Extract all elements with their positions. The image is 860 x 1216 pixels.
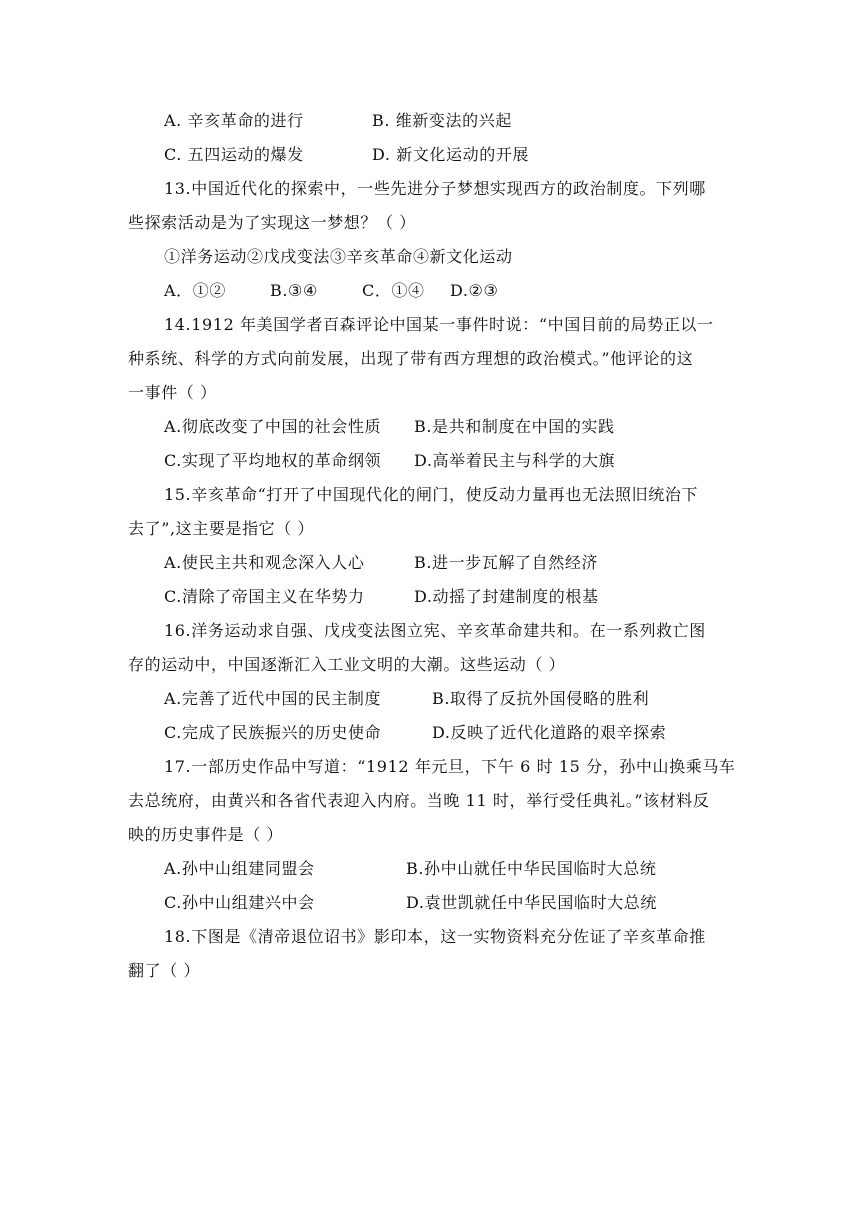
- q12-option-a: A. 辛亥革命的进行: [164, 111, 304, 130]
- q13-option-a: A．①②: [164, 281, 226, 300]
- q12-option-c: C. 五四运动的爆发: [164, 145, 304, 164]
- q18-stem-line-2: 翻了（ ）: [128, 961, 201, 980]
- q17-option-c: C.孙中山组建兴中会: [164, 893, 315, 912]
- q16-option-c: C.完成了民族振兴的历史使命: [164, 723, 382, 742]
- q12-option-d: D. 新文化运动的开展: [372, 145, 530, 164]
- q13-option-d: D.②③: [450, 281, 499, 300]
- q14-stem-line-3: 一事件（ ）: [128, 383, 217, 402]
- q16-option-d: D.反映了近代化道路的艰辛探索: [432, 723, 667, 742]
- q16-stem-line-2: 存的运动中，中国逐渐汇入工业文明的大潮。这些运动（ ）: [128, 655, 566, 674]
- q13-stem-line-1: 13.中国近代化的探索中，一些先进分子梦想实现西方的政治制度。下列哪: [164, 179, 706, 198]
- q17-stem-line-3: 映的历史事件是（ ）: [128, 825, 284, 844]
- q16-option-a: A.完善了近代中国的民主制度: [164, 689, 382, 708]
- q14-option-b: B.是共和制度在中国的实践: [414, 417, 615, 436]
- q17-stem-line-2: 去总统府，由黄兴和各省代表迎入内府。当晚 11 时，举行受任典礼。”该材料反: [128, 791, 710, 810]
- q17-option-b: B.孙中山就任中华民国临时大总统: [406, 859, 657, 878]
- q16-option-b: B.取得了反抗外国侵略的胜利: [432, 689, 650, 708]
- q17-stem-line-1: 17.一部历史作品中写道：“1912 年元旦，下午 6 时 15 分，孙中山换乘马车: [164, 757, 736, 776]
- q15-stem-line-2: 去了”,这主要是指它（ ）: [128, 519, 315, 538]
- q15-option-a: A.使民主共和观念深入人心: [164, 553, 365, 572]
- q13-stem-line-2: 些探索活动是为了实现这一梦想？（ ）: [128, 213, 416, 232]
- q17-option-a: A.孙中山组建同盟会: [164, 859, 315, 878]
- q15-option-c: C.清除了帝国主义在华势力: [164, 587, 365, 606]
- q14-stem-line-1: 14.1912 年美国学者百森评论中国某一事件时说：“中国目前的局势正以一: [164, 315, 714, 334]
- q15-option-b: B.进一步瓦解了自然经济: [414, 553, 599, 572]
- q14-option-c: C.实现了平均地权的革命纲领: [164, 451, 382, 470]
- q17-option-d: D.袁世凯就任中华民国临时大总统: [406, 893, 657, 912]
- q14-option-a: A.彻底改变了中国的社会性质: [164, 417, 382, 436]
- q13-option-b: B.③④: [270, 281, 318, 300]
- q16-stem-line-1: 16.洋务运动求自强、戊戌变法图立宪、辛亥革命建共和。在一系列救亡图: [164, 621, 706, 640]
- q18-stem-line-1: 18.下图是《清帝退位诏书》影印本，这一实物资料充分佐证了辛亥革命推: [164, 927, 706, 946]
- q14-stem-line-2: 种系统、科学的方式向前发展，出现了带有西方理想的政治模式。”他评论的这: [128, 349, 694, 368]
- q13-option-c: C．①④: [362, 281, 425, 300]
- q13-items: ①洋务运动②戊戌变法③辛亥革命④新文化运动: [164, 247, 513, 266]
- q15-stem-line-1: 15.辛亥革命“打开了中国现代化的闸门，使反动力量再也无法照旧统治下: [164, 485, 699, 504]
- q15-option-d: D.动摇了封建制度的根基: [414, 587, 599, 606]
- q12-option-b: B. 维新变法的兴起: [372, 111, 512, 130]
- q14-option-d: D.高举着民主与科学的大旗: [414, 451, 616, 470]
